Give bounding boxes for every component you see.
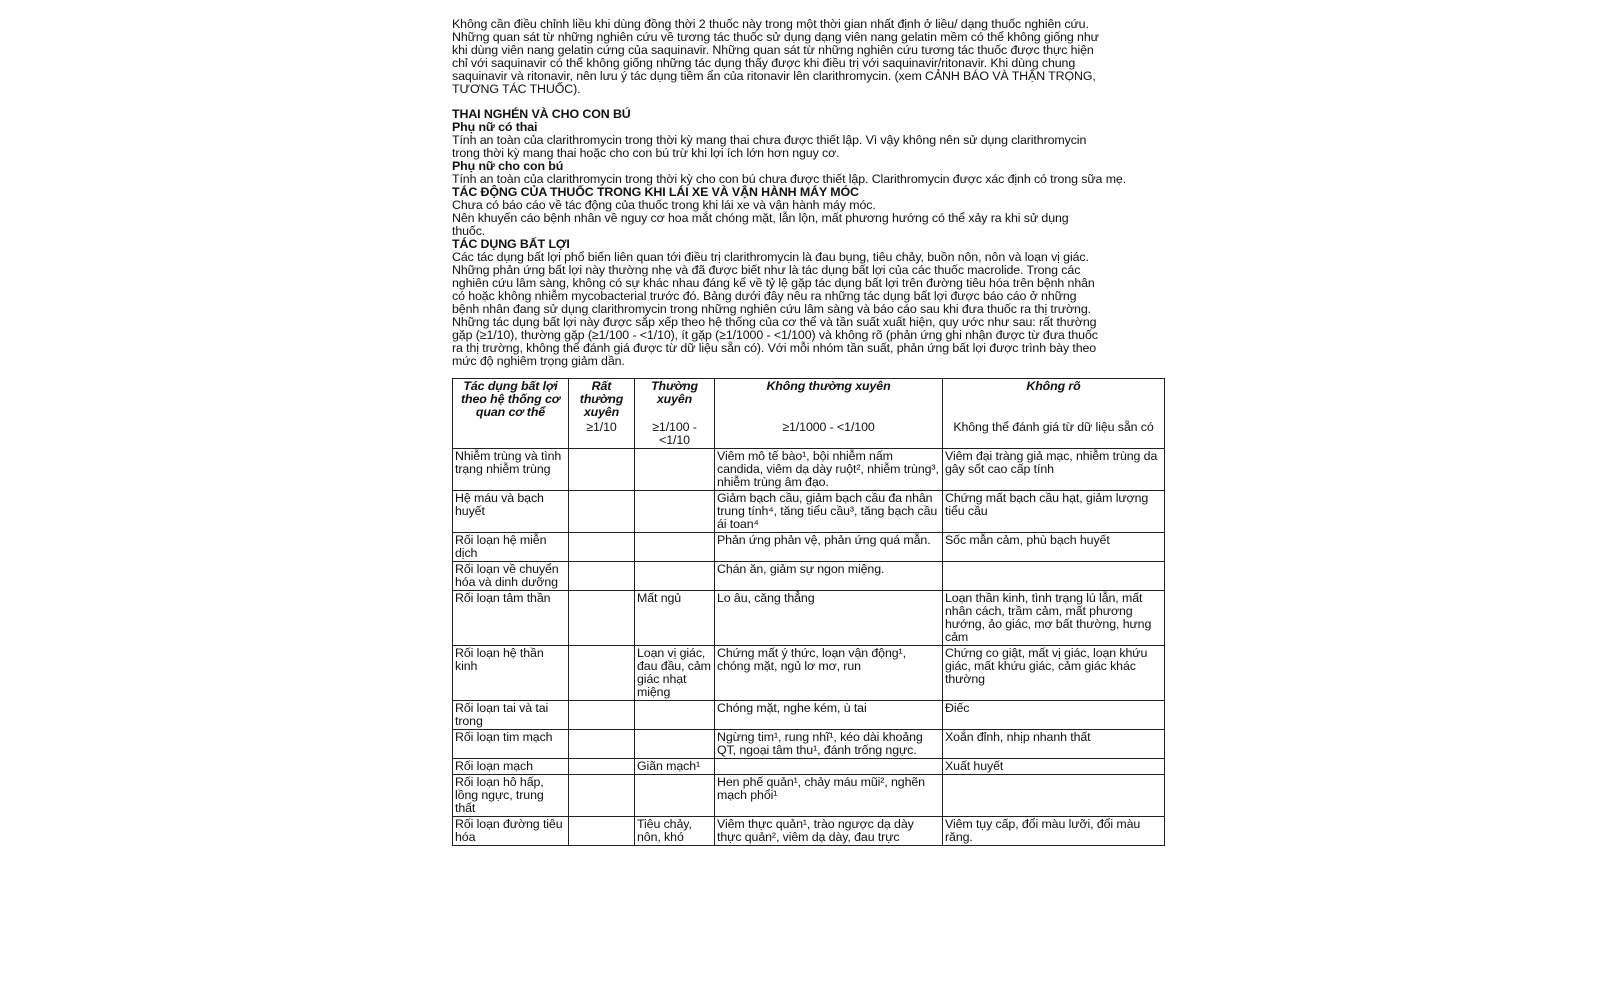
cell-organ-system: Hệ máu và bạch huyết — [453, 491, 569, 533]
header-uncommon: Không thường xuyên — [715, 379, 943, 421]
cell-common: Giãn mạch¹ — [635, 759, 715, 775]
cell-common — [635, 775, 715, 817]
cell-uncommon: Phản ứng phản vệ, phản ứng quá mẫn. — [715, 533, 943, 562]
cell-very-common — [569, 533, 635, 562]
text-line: có hoặc không nhiễm mycobacterial trước đó. Bảng dưới đây nêu ra những tác dụng bất lợi được báo cáo ở những — [452, 289, 1077, 303]
freq-cell: ≥1/1000 - <1/100 — [715, 420, 943, 449]
cell-common — [635, 562, 715, 591]
cell-organ-system: Rối loạn hô hấp, lồng ngực, trung thất — [453, 775, 569, 817]
cell-uncommon — [715, 759, 943, 775]
text-line: Những phản ứng bất lợi này thường nhẹ và đã được biết như là tác dụng bất lợi của các thuốc macrolide. Trong các — [452, 263, 1081, 277]
table-row — [453, 449, 1165, 491]
cell-unknown — [943, 775, 1165, 817]
header-common: Thường xuyên — [635, 379, 715, 421]
text-line: Các tác dụng bất lợi phổ biến liên quan tới điều trị clarithromycin là đau bụng, tiêu chảy, buồn nôn, nôn và loạn vị giác. — [452, 250, 1089, 264]
table-row — [453, 562, 1165, 591]
cell-uncommon: Ngừng tim¹, rung nhĩ¹, kéo dài khoảng QT, ngoại tâm thu¹, đánh trống ngực. — [715, 730, 943, 759]
cell-common — [635, 449, 715, 491]
cell-uncommon: Hen phế quản¹, chảy máu mũi², nghẽn mạch phổi¹ — [715, 775, 943, 817]
table-row — [453, 759, 1165, 775]
header-very-common: Rất thường xuyên — [569, 379, 635, 421]
text-line: Chưa có báo cáo về tác động của thuốc trong khi lái xe và vận hành máy móc. — [452, 198, 876, 212]
cell-common — [635, 491, 715, 533]
cell-organ-system: Rối loạn tâm thần — [453, 591, 569, 646]
cell-organ-system: Rối loạn về chuyển hóa và dinh dưỡng — [453, 562, 569, 591]
cell-organ-system: Rối loạn mạch — [453, 759, 569, 775]
cell-unknown: Điếc — [943, 701, 1165, 730]
cell-uncommon: Chóng mặt, nghe kém, ù tai — [715, 701, 943, 730]
cell-organ-system: Rối loạn hệ miễn dịch — [453, 533, 569, 562]
cell-common: Tiêu chảy, nôn, khó — [635, 817, 715, 846]
table-row — [453, 701, 1165, 730]
text-line: Tính an toàn của clarithromycin trong thời kỳ cho con bú chưa được thiết lập. Clarithromycin được xác định có trong sữa mẹ. — [452, 172, 1127, 186]
cell-unknown: Xuất huyết — [943, 759, 1165, 775]
text-line: Không cần điều chỉnh liều khi dùng đồng thời 2 thuốc này trong một thời gian nhất định ở liều/ dạng thuốc nghiên cứu. — [452, 17, 1089, 31]
cell-common — [635, 533, 715, 562]
text-line: nghiên cứu lâm sàng, không có sự khác nhau đáng kể về tỷ lệ gặp tác dụng bất lợi trên đường tiêu hóa trên bệnh nhân — [452, 276, 1095, 290]
cell-unknown — [943, 562, 1165, 591]
cell-uncommon: Viêm mô tế bào¹, bội nhiễm nấm candida, viêm dạ dày ruột², nhiễm trùng³, nhiễm trùng âm đạo. — [715, 449, 943, 491]
cell-organ-system: Rối loạn hệ thần kinh — [453, 646, 569, 701]
cell-unknown: Loạn thần kinh, tình trạng lú lẫn, mất nhân cách, trầm cảm, mất phương hướng, ảo giác, mơ bất thường, hưng cảm — [943, 591, 1165, 646]
cell-organ-system: Rối loạn tai và tai trong — [453, 701, 569, 730]
cell-very-common — [569, 562, 635, 591]
cell-common: Mất ngủ — [635, 591, 715, 646]
text-line: TƯƠNG TÁC THUỐC). — [452, 82, 581, 96]
cell-very-common — [569, 759, 635, 775]
header-unknown: Không rõ — [943, 379, 1165, 421]
cell-unknown: Sốc mẫn cảm, phù bạch huyết — [943, 533, 1165, 562]
cell-very-common — [569, 817, 635, 846]
table-row — [453, 646, 1165, 701]
cell-very-common — [569, 449, 635, 491]
cell-organ-system: Rối loạn tim mạch — [453, 730, 569, 759]
cell-uncommon: Lo âu, căng thẳng — [715, 591, 943, 646]
cell-very-common — [569, 730, 635, 759]
cell-unknown: Viêm tụy cấp, đổi màu lưỡi, đổi màu răng. — [943, 817, 1165, 846]
table-row — [453, 775, 1165, 817]
table-row — [453, 730, 1165, 759]
adverse-effects-table — [452, 378, 1165, 846]
cell-organ-system: Rối loạn đường tiêu hóa — [453, 817, 569, 846]
text-line: thuốc. — [452, 224, 486, 238]
document-page — [452, 18, 1164, 846]
text-line: chỉ với saquinavir có thể không giống những tác dụng thấy được khi điều trị với saquinavir/ritonavir. Khi dùng chung — [452, 56, 1076, 70]
table-body — [453, 449, 1165, 846]
text-line: gặp (≥1/10), thường gặp (≥1/100 - <1/10), ít gặp (≥1/1000 - <1/100) và không rõ (phản ứng ghi nhận được từ đưa thuốc — [452, 328, 1098, 342]
table-header-row — [453, 379, 1165, 421]
table-row — [453, 491, 1165, 533]
cell-uncommon: Viêm thực quản¹, trào ngược dạ dày thực quản², viêm dạ dày, đau trực — [715, 817, 943, 846]
subheading-pregnant: Phụ nữ có thai — [452, 120, 538, 134]
cell-common — [635, 730, 715, 759]
text-line: bệnh nhân đang sử dụng clarithromycin trong những nghiên cứu lâm sàng và báo cáo sau khi đưa thuốc ra thị trường. — [452, 302, 1091, 316]
section-heading-pregnancy: THAI NGHÉN VÀ CHO CON BÚ — [452, 107, 631, 121]
text-line: saquinavir và ritonavir, nên lưu ý tác dụng tiềm ẩn của ritonavir lên clarithromycin. (xem CẢNH BÁO VÀ THẬN TRỌNG, — [452, 69, 1096, 83]
intro-section — [452, 18, 1164, 96]
cell-uncommon: Chứng mất ý thức, loạn vận động¹, chóng mặt, ngủ lơ mơ, run — [715, 646, 943, 701]
section-heading-driving: TÁC ĐỘNG CỦA THUỐC TRONG KHI LÁI XE VÀ VẬN HÀNH MÁY MÓC — [452, 185, 859, 199]
freq-cell: ≥1/100 - <1/10 — [635, 420, 715, 449]
cell-common: Loạn vị giác, đau đầu, cảm giác nhạt miệng — [635, 646, 715, 701]
text-line: Tính an toàn của clarithromycin trong thời kỳ mang thai chưa được thiết lập. Vì vậy không nên sử dụng clarithromycin — [452, 133, 1087, 147]
cell-uncommon: Giảm bạch cầu, giảm bạch cầu đa nhân trung tính⁴, tăng tiểu cầu³, tăng bạch cầu ái toan⁴ — [715, 491, 943, 533]
cell-unknown: Chứng co giật, mất vị giác, loạn khứu giác, mất khứu giác, cảm giác khác thường — [943, 646, 1165, 701]
cell-common — [635, 701, 715, 730]
section-heading-adverse: TÁC DỤNG BẤT LỢI — [452, 237, 570, 251]
freq-cell: Không thể đánh giá từ dữ liệu sẵn có — [943, 420, 1165, 449]
text-line: Những tác dụng bất lợi này được sắp xếp theo hệ thống của cơ thể và tần suất xuất hiện, quy ước như sau: rất thường — [452, 315, 1097, 329]
text-line: trong thời kỳ mang thai hoặc cho con bú trừ khi lợi ích lớn hơn nguy cơ. — [452, 146, 840, 160]
cell-very-common — [569, 591, 635, 646]
cell-unknown: Xoắn đỉnh, nhịp nhanh thất — [943, 730, 1165, 759]
cell-organ-system: Nhiễm trùng và tình trạng nhiễm trùng — [453, 449, 569, 491]
cell-unknown: Chứng mất bạch cầu hạt, giảm lượng tiểu cầu — [943, 491, 1165, 533]
text-line: khi dùng viên nang gelatin cứng của saquinavir. Những quan sát từ những nghiên cứu tương tác thuốc được thực hiện — [452, 43, 1094, 57]
cell-unknown: Viêm đại tràng giả mạc, nhiễm trùng da gây sốt cao cấp tính — [943, 449, 1165, 491]
freq-cell — [453, 420, 569, 449]
subheading-nursing: Phụ nữ cho con bú — [452, 159, 564, 173]
table-row — [453, 817, 1165, 846]
cell-very-common — [569, 775, 635, 817]
text-line: Những quan sát từ những nghiên cứu về tương tác thuốc sử dụng dạng viên nang gelatin mềm có thể không giống như — [452, 30, 1099, 44]
table-row — [453, 591, 1165, 646]
text-line: Nên khuyến cáo bệnh nhân về nguy cơ hoa mắt chóng mặt, lẫn lộn, mất phương hướng có thể xảy ra khi sử dụng — [452, 211, 1069, 225]
text-line: mức độ nghiêm trọng giảm dần. — [452, 354, 625, 368]
table-frequency-row — [453, 420, 1165, 449]
cell-very-common — [569, 701, 635, 730]
cell-very-common — [569, 491, 635, 533]
freq-cell: ≥1/10 — [569, 420, 635, 449]
cell-very-common — [569, 646, 635, 701]
header-organ-system: Tác dụng bất lợi theo hệ thống cơ quan cơ thể — [453, 379, 569, 421]
table-row — [453, 533, 1165, 562]
text-line: ra thị trường, không thể đánh giá được từ dữ liệu sẵn có). Với mỗi nhóm tần suất, phản ứng bất lợi được trình bày theo — [452, 341, 1097, 355]
cell-uncommon: Chán ăn, giảm sự ngon miệng. — [715, 562, 943, 591]
